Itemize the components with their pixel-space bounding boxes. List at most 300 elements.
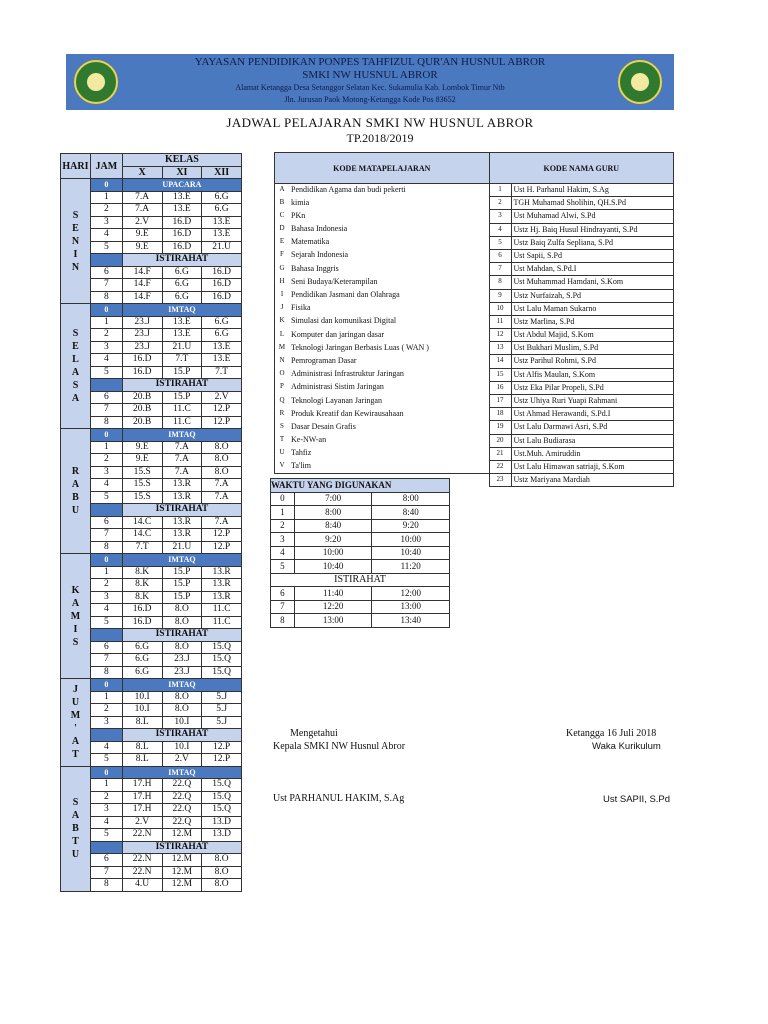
teacher-name: Ust Lalu Budiarasa (511, 434, 674, 447)
class-x-cell: 8.K (122, 566, 162, 579)
class-xi-cell: 23.J (162, 654, 202, 667)
code-row (275, 355, 674, 368)
time-row (271, 506, 450, 520)
code-row (275, 276, 674, 289)
jam-cell: 0 (90, 304, 122, 317)
code-row (275, 447, 674, 460)
subject-name: Teknologi Jaringan Berbasis Luas ( WAN ) (289, 342, 489, 355)
class-xii-cell: 12.P (202, 404, 242, 417)
subject-name: PKn (289, 210, 489, 223)
jam-cell: 1 (90, 566, 122, 579)
code-table (274, 152, 674, 487)
teacher-number: 12 (489, 329, 511, 342)
class-xii-cell: 16.D (202, 291, 242, 304)
time-end: 10:00 (372, 533, 450, 547)
class-xii-cell: 8.O (202, 866, 242, 879)
jam-cell: 3 (90, 341, 122, 354)
time-start: 8:40 (294, 519, 372, 533)
class-xii-cell: 8.O (202, 454, 242, 467)
class-x-cell: 20.B (122, 416, 162, 429)
teacher-name: Ustz Nurfaizah, S.Pd (511, 289, 674, 302)
teacher-name: Ustz Baiq Zulfa Sepliana, S.Pd (511, 236, 674, 249)
class-x-cell: 22.N (122, 854, 162, 867)
subject-name: Matematika (289, 236, 489, 249)
time-end: 13:00 (372, 600, 450, 614)
teacher-number: 20 (489, 434, 511, 447)
class-x-cell: 14.C (122, 529, 162, 542)
session-label: IMTAQ (122, 554, 241, 567)
time-start: 10:40 (294, 560, 372, 574)
jam-cell: 0 (90, 429, 122, 442)
subject-code: F (275, 249, 290, 262)
schedule-row (61, 429, 242, 442)
class-x-cell: 2.V (122, 216, 162, 229)
time-end: 13:40 (372, 614, 450, 628)
time-row (271, 614, 450, 628)
class-x-cell: 17.H (122, 804, 162, 817)
time-end: 8:00 (372, 492, 450, 506)
class-xii-cell: 13.E (202, 341, 242, 354)
subject-code: T (275, 434, 290, 447)
teacher-number: 7 (489, 263, 511, 276)
session-label: UPACARA (122, 179, 241, 192)
place-date: Ketangga 16 Juli 2018 (566, 728, 657, 739)
time-break-label: ISTIRAHAT (271, 573, 450, 587)
subject-name: Teknologi Layanan Jaringan (289, 395, 489, 408)
subject-code: I (275, 289, 290, 302)
teacher-number: 19 (489, 421, 511, 434)
class-xii-cell: 12.P (202, 416, 242, 429)
page-title: JADWAL PELAJARAN SMKI NW HUSNUL ABROR (226, 115, 534, 130)
teacher-number: 4 (489, 223, 511, 236)
class-xii-cell: 7.A (202, 516, 242, 529)
class-x-cell: 9.E (122, 241, 162, 254)
subject-code: J (275, 302, 290, 315)
teacher-number: 16 (489, 381, 511, 394)
class-xi-cell: 23.J (162, 666, 202, 679)
class-xi-cell: 8.O (162, 704, 202, 717)
class-xii-cell: 7.A (202, 479, 242, 492)
class-xi-cell: 22.Q (162, 804, 202, 817)
class-xii-cell: 13.D (202, 829, 242, 842)
session-label: IMTAQ (122, 304, 241, 317)
class-xii-cell: 7.T (202, 366, 242, 379)
class-xii-cell: 11.C (202, 604, 242, 617)
class-xii-cell: 5.J (202, 691, 242, 704)
jam-cell: 7 (90, 404, 122, 417)
class-x-cell: 23.J (122, 329, 162, 342)
subject-code: S (275, 421, 290, 434)
class-xi-cell: 13.R (162, 516, 202, 529)
time-row (271, 492, 450, 506)
jam-cell-empty (90, 841, 122, 854)
class-x-cell: 10.I (122, 704, 162, 717)
class-xii-cell: 6.G (202, 316, 242, 329)
subject-name: Pendidikan Agama dan budi pekerti (289, 184, 489, 197)
class-x-cell: 23.J (122, 316, 162, 329)
subject-name: Bahasa Inggris (289, 263, 489, 276)
class-x-cell: 20.B (122, 404, 162, 417)
header-jam: JAM (90, 154, 122, 179)
header-banner (66, 54, 674, 110)
jam-cell: 3 (90, 591, 122, 604)
class-xii-cell: 12.P (202, 529, 242, 542)
teacher-number: 3 (489, 210, 511, 223)
waka-name: Ust SAPII, S.Pd (603, 794, 671, 805)
jam-cell: 1 (90, 441, 122, 454)
class-x-cell: 7.A (122, 191, 162, 204)
class-xi-cell: 15.P (162, 566, 202, 579)
schedule-table (60, 153, 242, 892)
subject-name: Bahasa Indonesia (289, 223, 489, 236)
session-label: IMTAQ (122, 429, 241, 442)
subject-code: M (275, 342, 290, 355)
class-xi-cell: 6.G (162, 291, 202, 304)
subject-name: Administrasi Infrastruktur Jaringan (289, 368, 489, 381)
class-x-cell: 17.H (122, 779, 162, 792)
time-row (271, 587, 450, 601)
code-row (275, 210, 674, 223)
jam-cell-empty (90, 504, 122, 517)
teacher-number: 13 (489, 342, 511, 355)
principal-title: Kepala SMKI NW Husnul Abror (273, 741, 406, 752)
teacher-number: 14 (489, 355, 511, 368)
jam-cell: 7 (90, 279, 122, 292)
code-row (275, 302, 674, 315)
schedule-row (61, 679, 242, 692)
class-x-cell: 2.V (122, 816, 162, 829)
time-row (271, 533, 450, 547)
class-xi-cell: 8.O (162, 691, 202, 704)
mengetahui-label: Mengetahui (290, 728, 338, 739)
class-x-cell: 6.G (122, 641, 162, 654)
code-row (275, 315, 674, 328)
class-xii-cell: 8.O (202, 854, 242, 867)
class-x-cell: 9.E (122, 454, 162, 467)
teacher-number: 15 (489, 368, 511, 381)
jam-cell: 5 (90, 616, 122, 629)
subject-code: N (275, 355, 290, 368)
schedule-row (61, 766, 242, 779)
class-xii-cell: 13.R (202, 579, 242, 592)
session-label: IMTAQ (122, 766, 241, 779)
day-name-cell: S A B T U (61, 766, 91, 891)
teacher-name: Ustz Marlina, S.Pd (511, 315, 674, 328)
class-x-cell: 15.S (122, 479, 162, 492)
teacher-number: 2 (489, 197, 511, 210)
jam-cell: 6 (90, 641, 122, 654)
subject-code: K (275, 315, 290, 328)
class-xii-cell: 13.E (202, 354, 242, 367)
class-x-cell: 14.F (122, 266, 162, 279)
jam-cell-empty (90, 729, 122, 742)
break-label: ISTIRAHAT (122, 379, 241, 392)
class-xii-cell: 8.O (202, 879, 242, 892)
header-hari: HARI (61, 154, 91, 179)
time-start: 10:00 (294, 546, 372, 560)
teacher-number: 6 (489, 249, 511, 262)
class-xii-cell: 15.Q (202, 791, 242, 804)
class-x-cell: 7.A (122, 204, 162, 217)
teacher-number: 1 (489, 184, 511, 197)
class-xi-cell: 22.Q (162, 779, 202, 792)
teacher-name: Ustz Hj. Baiq Husul Hindrayanti, S.Pd (511, 223, 674, 236)
class-xi-cell: 16.D (162, 241, 202, 254)
subject-code: G (275, 263, 290, 276)
class-xi-cell: 16.D (162, 216, 202, 229)
class-x-cell: 8.L (122, 754, 162, 767)
jam-cell-empty (90, 629, 122, 642)
class-xii-cell: 13.D (202, 816, 242, 829)
code-row (275, 368, 674, 381)
time-slot-number: 2 (271, 519, 295, 533)
code-row (275, 223, 674, 236)
day-name-cell: K A M I S (61, 554, 91, 679)
class-x-cell: 16.D (122, 616, 162, 629)
code-row (275, 408, 674, 421)
jam-cell: 1 (90, 691, 122, 704)
class-xii-cell: 7.A (202, 491, 242, 504)
jam-cell: 0 (90, 766, 122, 779)
time-start: 13:00 (294, 614, 372, 628)
class-xi-cell: 15.P (162, 366, 202, 379)
jam-cell: 2 (90, 791, 122, 804)
break-label: ISTIRAHAT (122, 729, 241, 742)
class-x-cell: 9.E (122, 229, 162, 242)
subject-name: Ke-NW-an (289, 434, 489, 447)
jam-cell: 4 (90, 479, 122, 492)
time-slot-number: 6 (271, 587, 295, 601)
class-xi-cell: 13.R (162, 479, 202, 492)
class-xii-cell: 15.Q (202, 654, 242, 667)
header-class-xi: XI (162, 166, 202, 179)
time-table (270, 478, 450, 628)
teacher-name: Ust Mahdan, S.Pd.I (511, 263, 674, 276)
class-xi-cell: 7.A (162, 441, 202, 454)
time-row (271, 519, 450, 533)
subject-code: E (275, 236, 290, 249)
teacher-number: 23 (489, 474, 511, 487)
jam-cell: 3 (90, 716, 122, 729)
jam-cell: 5 (90, 366, 122, 379)
class-xii-cell: 6.G (202, 329, 242, 342)
class-xi-cell: 11.C (162, 404, 202, 417)
class-xii-cell: 12.P (202, 541, 242, 554)
subject-name: Seni Budaya/Keterampilan (289, 276, 489, 289)
class-xi-cell: 13.E (162, 316, 202, 329)
code-row (275, 197, 674, 210)
class-xii-cell: 15.Q (202, 666, 242, 679)
class-xii-cell: 5.J (202, 704, 242, 717)
time-row (271, 573, 450, 587)
time-row (271, 546, 450, 560)
school-year: TP.2018/2019 (346, 131, 414, 145)
teacher-number: 18 (489, 408, 511, 421)
code-row (275, 421, 674, 434)
class-x-cell: 14.C (122, 516, 162, 529)
jam-cell: 4 (90, 604, 122, 617)
class-xi-cell: 7.A (162, 454, 202, 467)
schedule-row (61, 304, 242, 317)
break-label: ISTIRAHAT (122, 504, 241, 517)
teacher-number: 21 (489, 447, 511, 460)
teacher-name: Ust Lalu Maman Sukarno (511, 302, 674, 315)
school-address: Alamat Ketangga Desa Setanggor Selatan Kec. Sukamulia Kab. Lombok Timur Ntb (235, 83, 505, 92)
subject-name: Komputer dan jaringan dasar (289, 329, 489, 342)
jam-cell: 3 (90, 216, 122, 229)
class-x-cell: 16.D (122, 604, 162, 617)
class-xii-cell: 16.D (202, 266, 242, 279)
class-xi-cell: 12.M (162, 866, 202, 879)
class-x-cell: 10.I (122, 691, 162, 704)
class-xi-cell: 13.R (162, 529, 202, 542)
time-row (271, 560, 450, 574)
class-xi-cell: 15.P (162, 391, 202, 404)
class-xi-cell: 10.I (162, 716, 202, 729)
code-row (275, 263, 674, 276)
class-xi-cell: 7.T (162, 354, 202, 367)
code-row (275, 434, 674, 447)
class-xi-cell: 6.G (162, 279, 202, 292)
teacher-number: 11 (489, 315, 511, 328)
jam-cell: 4 (90, 229, 122, 242)
teacher-name: Ustz Mariyana Mardiah (511, 474, 674, 487)
schedule-row (61, 554, 242, 567)
class-xii-cell: 2.V (202, 391, 242, 404)
class-xi-cell: 15.P (162, 591, 202, 604)
jam-cell: 8 (90, 879, 122, 892)
jam-cell: 6 (90, 266, 122, 279)
schedule-row (61, 179, 242, 192)
subject-name: Administrasi Sistim Jaringan (289, 381, 489, 394)
class-xi-cell: 10.I (162, 741, 202, 754)
session-label: IMTAQ (122, 679, 241, 692)
class-x-cell: 16.D (122, 366, 162, 379)
subject-name: Pemrograman Dasar (289, 355, 489, 368)
code-row (275, 460, 674, 473)
teacher-name: Ust Abdul Majid, S.Kom (511, 329, 674, 342)
subject-name: Ta'lim (289, 460, 489, 473)
foundation-name: YAYASAN PENDIDIKAN PONPES TAHFIZUL QUR'AN HUSNUL ABROR (194, 56, 546, 68)
teacher-name: Ustz Parihul Rohmi, S.Pd (511, 355, 674, 368)
class-x-cell: 8.K (122, 579, 162, 592)
class-xii-cell: 21.U (202, 241, 242, 254)
subject-code: D (275, 223, 290, 236)
class-xi-cell: 12.M (162, 829, 202, 842)
class-xi-cell: 11.C (162, 416, 202, 429)
jam-cell: 5 (90, 491, 122, 504)
class-x-cell: 15.S (122, 466, 162, 479)
class-xi-cell: 16.D (162, 229, 202, 242)
class-xii-cell: 13.E (202, 216, 242, 229)
header-kode-mapel: KODE MATAPELAJARAN (275, 153, 490, 184)
teacher-name: Ust Muhammad Hamdani, S.Kom (511, 276, 674, 289)
class-x-cell: 22.N (122, 829, 162, 842)
class-x-cell: 22.N (122, 866, 162, 879)
class-x-cell: 8.K (122, 591, 162, 604)
class-x-cell: 7.T (122, 541, 162, 554)
class-xii-cell: 13.R (202, 566, 242, 579)
subject-code: H (275, 276, 290, 289)
class-x-cell: 6.G (122, 666, 162, 679)
class-xii-cell: 8.O (202, 441, 242, 454)
school-street: Jln. Jurusan Paok Motong-Ketangga Kode Pos 83652 (284, 95, 456, 104)
header-class-xii: XII (202, 166, 242, 179)
waka-title: Waka Kurikulum (592, 741, 661, 752)
subject-name: Fisika (289, 302, 489, 315)
time-slot-number: 3 (271, 533, 295, 547)
jam-cell: 1 (90, 191, 122, 204)
header-kelas: KELAS (122, 154, 241, 167)
subject-code: Q (275, 395, 290, 408)
teacher-number: 22 (489, 460, 511, 473)
jam-cell-empty (90, 379, 122, 392)
time-start: 8:00 (294, 506, 372, 520)
time-slot-number: 4 (271, 546, 295, 560)
subject-name: Produk Kreatif dan Kewirausahaan (289, 408, 489, 421)
teacher-name: TGH Muhamad Sholihin, QH.S.Pd (511, 197, 674, 210)
subject-name: Tahfiz (289, 447, 489, 460)
school-name: SMKI NW HUSNUL ABROR (302, 69, 438, 81)
jam-cell: 6 (90, 516, 122, 529)
jam-cell: 8 (90, 666, 122, 679)
teacher-name: Ustz Uhiya Ruri Yuapi Rahmani (511, 395, 674, 408)
subject-name: kimia (289, 197, 489, 210)
class-xii-cell: 15.Q (202, 641, 242, 654)
teacher-name: Ust Ahmad Herawandi, S.Pd.I (511, 408, 674, 421)
class-xi-cell: 13.R (162, 491, 202, 504)
code-row (275, 342, 674, 355)
jam-cell: 2 (90, 579, 122, 592)
jam-cell: 6 (90, 391, 122, 404)
code-row (275, 381, 674, 394)
jam-cell: 0 (90, 179, 122, 192)
class-xi-cell: 21.U (162, 541, 202, 554)
jam-cell: 4 (90, 816, 122, 829)
class-xi-cell: 13.E (162, 329, 202, 342)
subject-name: Sejarah Indonesia (289, 249, 489, 262)
subject-name: Pendidikan Jasmani dan Olahraga (289, 289, 489, 302)
code-row (275, 289, 674, 302)
class-xi-cell: 22.Q (162, 816, 202, 829)
subject-code: P (275, 381, 290, 394)
class-xii-cell: 6.G (202, 204, 242, 217)
jam-cell: 8 (90, 291, 122, 304)
jam-cell: 8 (90, 541, 122, 554)
subject-code: R (275, 408, 290, 421)
header-class-x: X (122, 166, 162, 179)
subject-code: U (275, 447, 290, 460)
jam-cell: 2 (90, 454, 122, 467)
jam-cell: 0 (90, 554, 122, 567)
class-xi-cell: 6.G (162, 266, 202, 279)
jam-cell: 7 (90, 866, 122, 879)
class-xi-cell: 8.O (162, 616, 202, 629)
class-xii-cell: 13.E (202, 229, 242, 242)
class-xi-cell: 8.O (162, 604, 202, 617)
time-end: 8:40 (372, 506, 450, 520)
time-start: 12:20 (294, 600, 372, 614)
code-row (275, 395, 674, 408)
class-xii-cell: 8.O (202, 466, 242, 479)
jam-cell: 7 (90, 529, 122, 542)
class-xii-cell: 5.J (202, 716, 242, 729)
class-xi-cell: 21.U (162, 341, 202, 354)
time-slot-number: 0 (271, 492, 295, 506)
class-x-cell: 16.D (122, 354, 162, 367)
time-slot-number: 7 (271, 600, 295, 614)
subject-name: Dasar Desain Grafis (289, 421, 489, 434)
